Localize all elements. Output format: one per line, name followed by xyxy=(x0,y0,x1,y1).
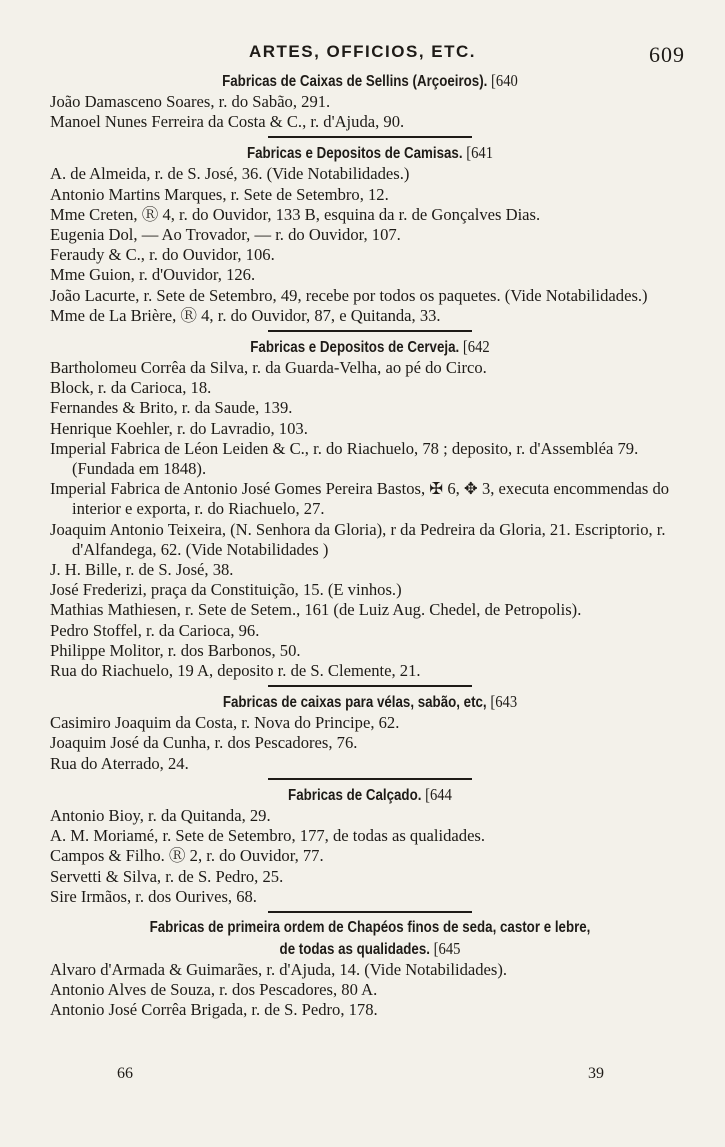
section-643 xyxy=(50,691,690,774)
section-divider xyxy=(268,778,472,780)
section-heading xyxy=(50,917,690,960)
list-item: Pedro Stoffel, r. da Carioca, 96. xyxy=(50,620,260,640)
section-number: [640 xyxy=(491,71,518,90)
section-heading: Fabricas e Depositos de Camisas. [641 xyxy=(246,143,494,163)
list-item: Antonio Alves de Souza, r. dos Pescadores, 80 A. xyxy=(50,980,378,1000)
page-footer xyxy=(0,1065,725,1087)
list-item: Manoel Nunes Ferreira da Costa & C., r. d'Ajuda, 90. xyxy=(50,112,405,132)
list-item: Mme de La Brière, Ⓡ 4, r. do Ouvidor, 87, e Quitanda, 33. xyxy=(50,305,441,325)
entry-list xyxy=(50,960,690,1021)
list-item: Rua do Riachuelo, 19 A, deposito r. de S. Clemente, 21. xyxy=(50,661,421,681)
list-item: Casimiro Joaquim da Costa, r. Nova do Principe, 62. xyxy=(50,713,400,733)
list-item: Philippe Molitor, r. dos Barbonos, 50. xyxy=(50,640,301,660)
page-number: 609 xyxy=(649,42,685,67)
running-head xyxy=(0,42,725,68)
list-item: Servetti & Silva, r. de S. Pedro, 25. xyxy=(50,866,284,886)
section-number: [645 xyxy=(433,938,461,958)
list-item: A. de Almeida, r. de S. José, 36. (Vide Notabilidades.) xyxy=(50,164,410,184)
entry-list xyxy=(50,164,690,326)
section-645 xyxy=(50,917,690,1021)
list-item: Imperial Fabrica de Léon Leiden & C., r. do Riachuelo, 78 ; deposito, r. d'Assembléa 79. (Fundada em 1848). xyxy=(50,438,639,479)
list-item: Campos & Filho. Ⓡ 2, r. do Ouvidor, 77. xyxy=(50,846,324,866)
list-item: Antonio Bioy, r. da Quitanda, 29. xyxy=(50,805,271,825)
list-item: Alvaro d'Armada & Guimarães, r. d'Ajuda, 14. (Vide Notabilidades). xyxy=(50,959,508,979)
section-heading: Fabricas de caixas para vélas, sabão, etc, [643 xyxy=(222,692,518,712)
list-item: Joaquim Antonio Teixeira, (N. Senhora da Gloria), r da Pedreira da Gloria, 21. Escriptorio, r. d'Alfandega, 62. (Vide Notabilidades ) xyxy=(50,519,666,559)
section-heading: Fabricas e Depositos de Cerveja. [642 xyxy=(250,337,490,357)
section-heading-line: de todas as qualidades. [645 xyxy=(279,938,461,958)
list-item: Feraudy & C., r. do Ouvidor, 106. xyxy=(50,245,275,265)
list-item: A. M. Moriamé, r. Sete de Setembro, 177, de todas as qualidades. xyxy=(50,826,486,846)
section-number: [644 xyxy=(425,784,452,804)
list-item: Rua do Aterrado, 24. xyxy=(50,753,189,773)
entry-list xyxy=(50,358,690,681)
entry-list xyxy=(50,713,690,774)
list-item: Eugenia Dol, — Ao Trovador, — r. do Ouvidor, 107. xyxy=(50,225,401,245)
section-divider xyxy=(268,136,472,138)
section-heading: Fabricas de Caixas de Sellins (Arçoeiros). [640 xyxy=(222,71,518,90)
list-item: Bartholomeu Corrêa da Silva, r. da Guarda-Velha, ao pé do Circo. xyxy=(50,358,487,378)
section-divider xyxy=(268,911,472,913)
list-item: Mathias Mathiesen, r. Sete de Setem., 161 (de Luiz Aug. Chedel, de Petropolis). xyxy=(50,600,582,620)
list-item: João Lacurte, r. Sete de Setembro, 49, recebe por todos os paquetes. (Vide Notabilidades.) xyxy=(50,285,648,305)
section-642 xyxy=(50,336,690,681)
section-644 xyxy=(50,784,690,907)
running-title: ARTES, OFFICIOS, ETC. xyxy=(248,42,476,61)
entry-list xyxy=(50,92,690,132)
list-item: Mme Guion, r. d'Ouvidor, 126. xyxy=(50,265,256,285)
section-heading-line: Fabricas de primeira ordem de Chapéos finos de seda, castor e lebre, xyxy=(149,918,591,936)
list-item: João Damasceno Soares, r. do Sabão, 291. xyxy=(50,92,331,111)
list-item: J. H. Bille, r. de S. José, 38. xyxy=(50,560,234,580)
entry-list xyxy=(50,806,690,907)
list-item: Joaquim José da Cunha, r. dos Pescadores, 76. xyxy=(50,733,358,753)
section-number: [642 xyxy=(462,337,490,357)
section-divider xyxy=(268,330,472,332)
list-item: Henrique Koehler, r. do Lavradio, 103. xyxy=(50,418,308,438)
section-number: [641 xyxy=(466,143,494,163)
list-item: Mme Creten, Ⓡ 4, r. do Ouvidor, 133 B, esquina da r. de Gonçalves Dias. xyxy=(50,204,541,224)
signature-mark-right: 39 xyxy=(588,1065,604,1082)
list-item: Fernandes & Brito, r. da Saude, 139. xyxy=(50,398,293,418)
list-item: José Frederizi, praça da Constituição, 15. (E vinhos.) xyxy=(50,580,402,600)
section-640 xyxy=(50,70,690,132)
signature-mark-left: 66 xyxy=(117,1065,133,1082)
list-item: Block, r. da Carioca, 18. xyxy=(50,378,212,398)
section-number: [643 xyxy=(490,692,518,712)
section-divider xyxy=(268,685,472,687)
list-item: Antonio Martins Marques, r. Sete de Setembro, 12. xyxy=(50,184,389,204)
list-item: Antonio José Corrêa Brigada, r. de S. Pedro, 178. xyxy=(50,1000,378,1020)
section-heading: Fabricas de Calçado. [644 xyxy=(288,784,452,804)
list-item: Imperial Fabrica de Antonio José Gomes Pereira Bastos, ✠ 6, ✥ 3, executa encommendas do interior e exporta, r. do Riachuelo, 27. xyxy=(50,479,670,519)
section-641 xyxy=(50,142,690,326)
page-content xyxy=(50,70,690,1021)
list-item: Sire Irmãos, r. dos Ourives, 68. xyxy=(50,886,257,906)
